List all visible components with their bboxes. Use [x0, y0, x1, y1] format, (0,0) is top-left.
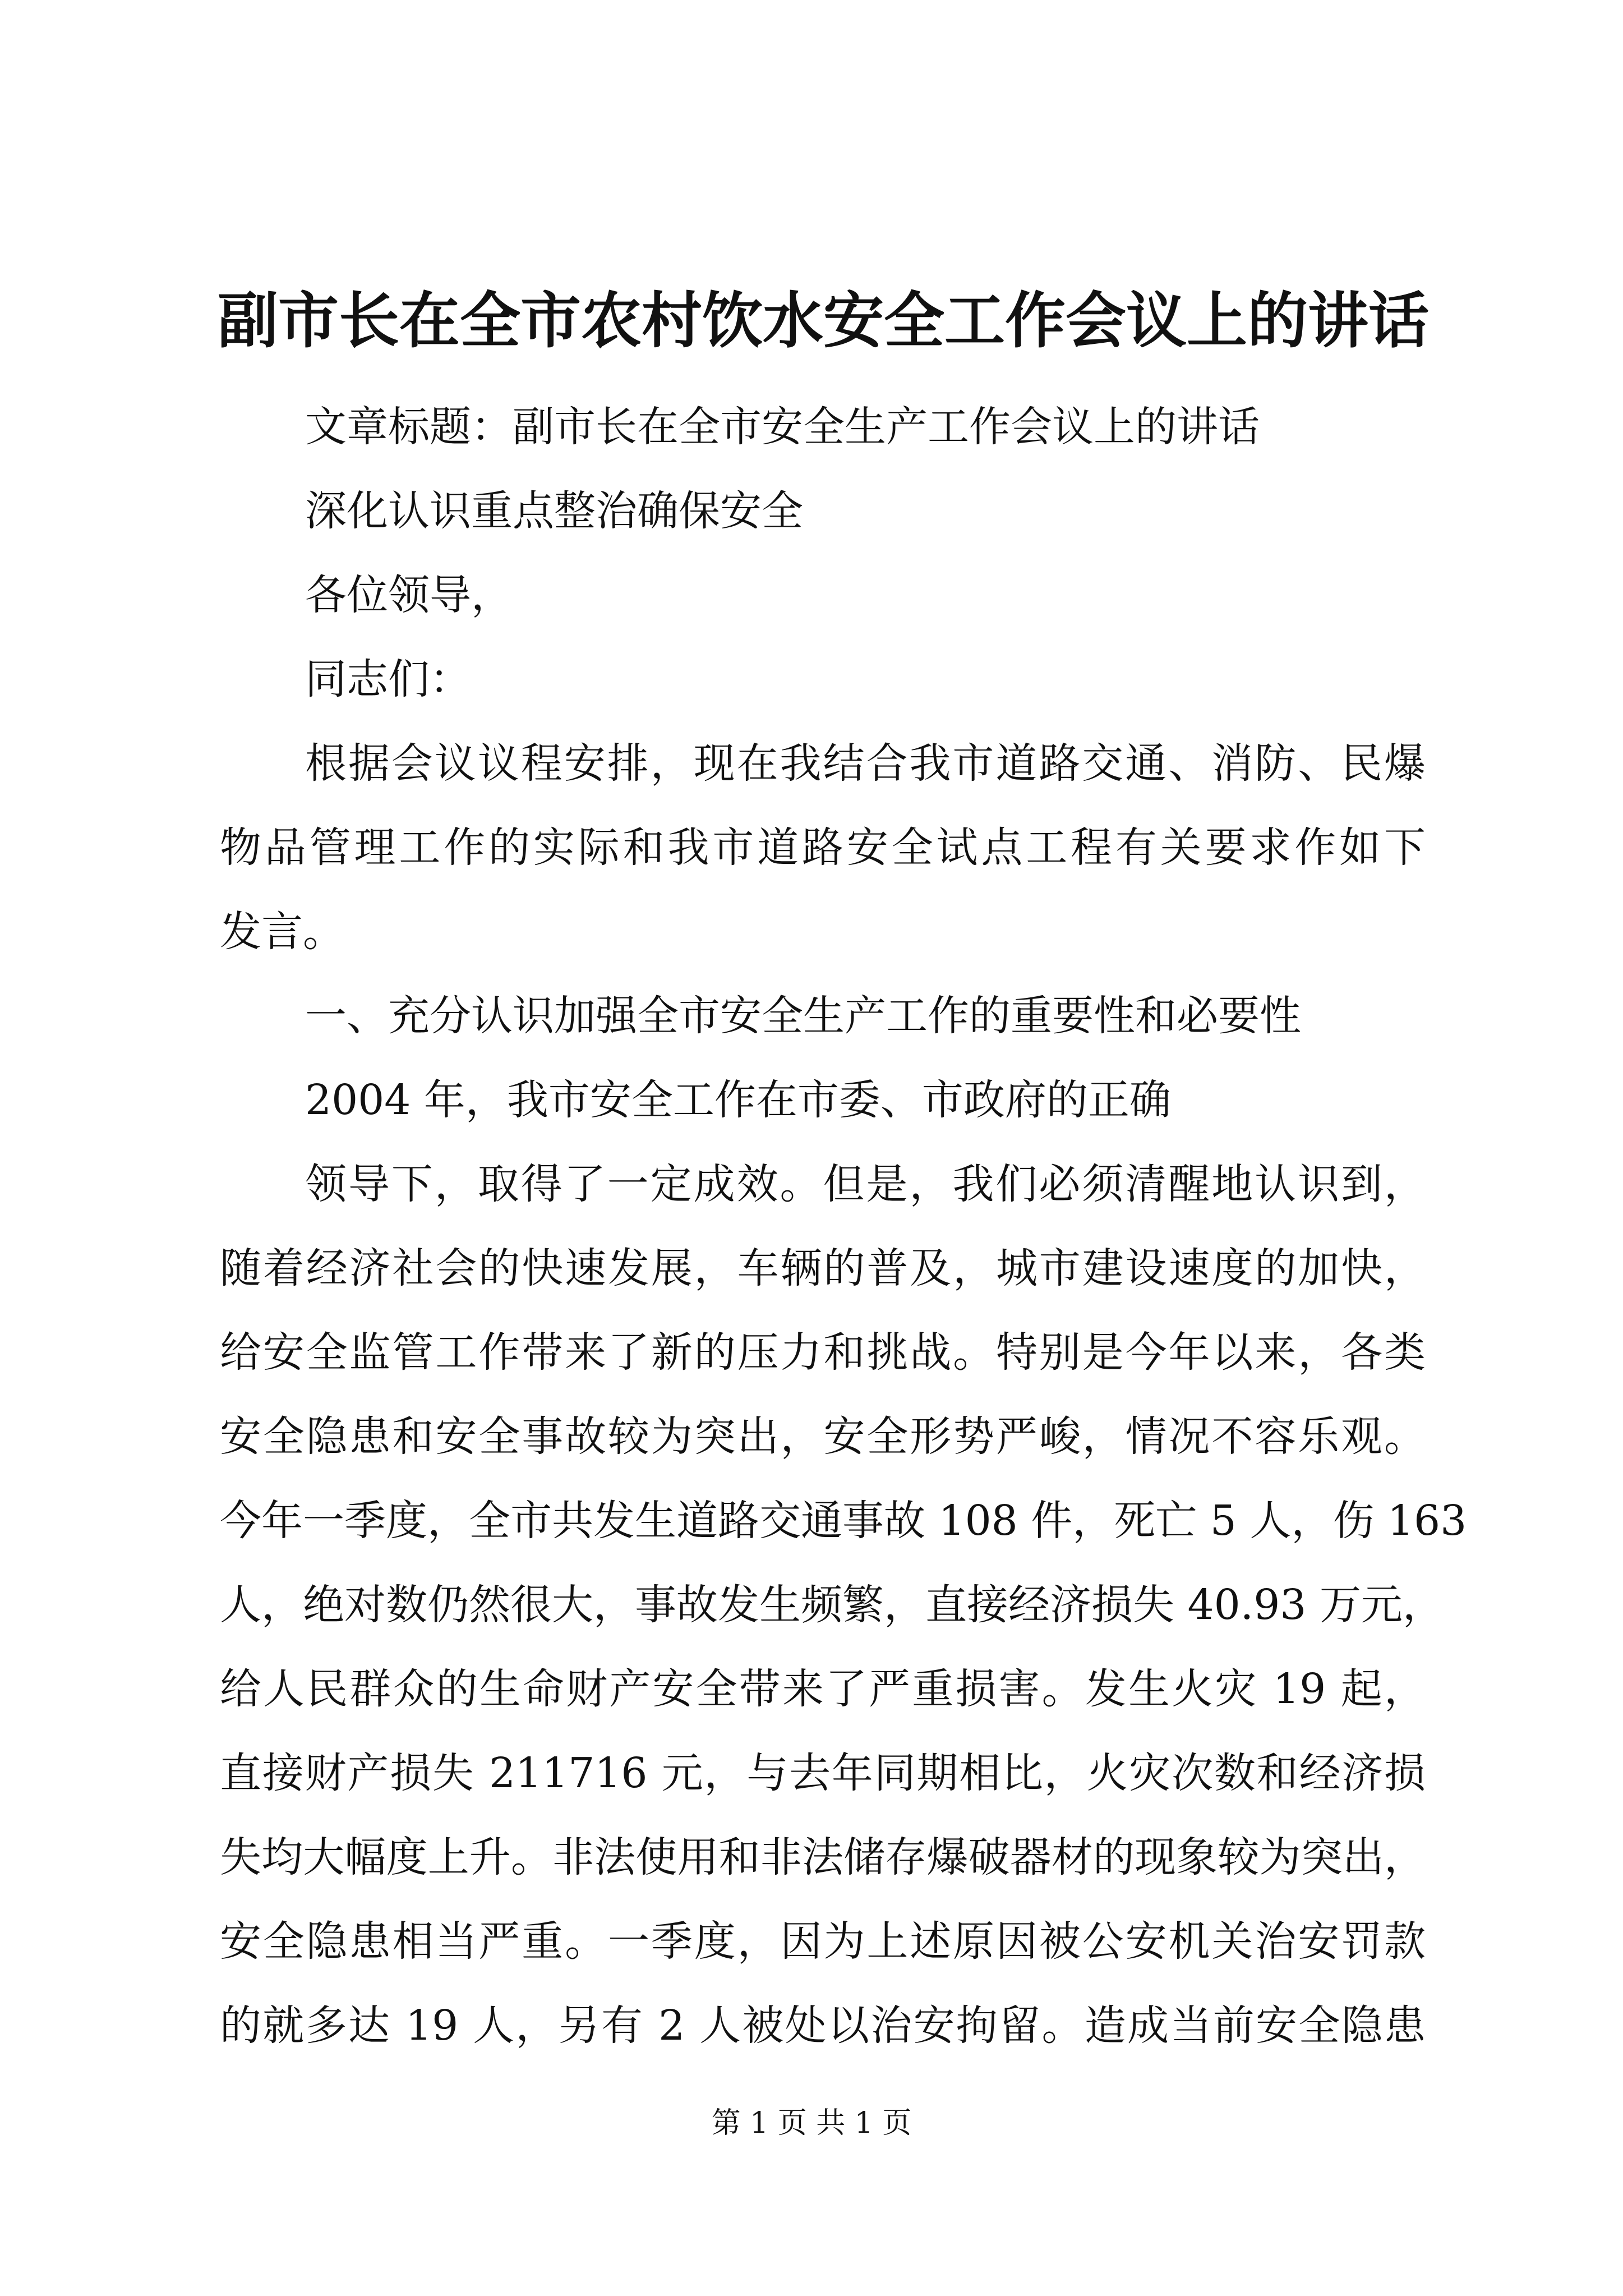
- paragraph-line: 安全隐患和安全事故较为突出，安全形势严峻，情况不容乐观。: [220, 1412, 1426, 1461]
- document-title: 副市长在全市农村饮水安全工作会议上的讲话: [218, 286, 1430, 356]
- subtitle-line: 深化认识重点整治确保安全: [305, 487, 803, 535]
- paragraph-line: 人，绝对数仍然很大，事故发生频繁，直接经济损失 40.93 万元，: [220, 1581, 1444, 1629]
- salutation-leaders: 各位领导，: [305, 571, 513, 619]
- article-heading-line: 文章标题：副市长在全市安全生产工作会议上的讲话: [305, 403, 1260, 451]
- page-footer: 第 1 页 共 1 页: [711, 2106, 912, 2140]
- document-body: [220, 385, 1467, 2068]
- paragraph-line: 领导下，取得了一定成效。但是，我们必须清醒地认识到，: [305, 1160, 1426, 1208]
- section-heading-1: 一、充分认识加强全市安全生产工作的重要性和必要性: [305, 992, 1301, 1040]
- paragraph-main: [220, 1142, 1467, 2068]
- paragraph-line: 物品管理工作的实际和我市道路安全试点工程有关要求作如下: [220, 823, 1426, 872]
- paragraph-line: 根据会议议程安排，现在我结合我市道路交通、消防、民爆: [305, 739, 1426, 788]
- paragraph-intro: [220, 721, 1426, 974]
- paragraph-line: 2004 年，我市安全工作在市委、市政府的正确: [305, 1076, 1171, 1124]
- paragraph-line: 随着经济社会的快速发展，车辆的普及，城市建设速度的加快，: [220, 1244, 1426, 1292]
- paragraph-line: 给人民群众的生命财产安全带来了严重损害。发生火灾 19 起，: [220, 1665, 1426, 1713]
- salutation-comrades: 同志们：: [305, 655, 471, 703]
- paragraph-line: 的就多达 19 人，另有 2 人被处以治安拘留。造成当前安全隐患: [220, 2001, 1426, 2050]
- paragraph-line: 安全隐患相当严重。一季度，因为上述原因被公安机关治安罚款: [220, 1917, 1426, 1966]
- paragraph-line: 发言。: [220, 908, 344, 956]
- paragraph-line: 失均大幅度上升。非法使用和非法储存爆破器材的现象较为突出，: [220, 1833, 1426, 1881]
- paragraph-line: 直接财产损失 211716 元，与去年同期相比，火灾次数和经济损: [220, 1749, 1426, 1797]
- paragraph-line: 今年一季度，全市共发生道路交通事故 108 件，死亡 5 人，伤 163: [220, 1497, 1467, 1545]
- paragraph-line: 给安全监管工作带来了新的压力和挑战。特别是今年以来，各类: [220, 1328, 1426, 1377]
